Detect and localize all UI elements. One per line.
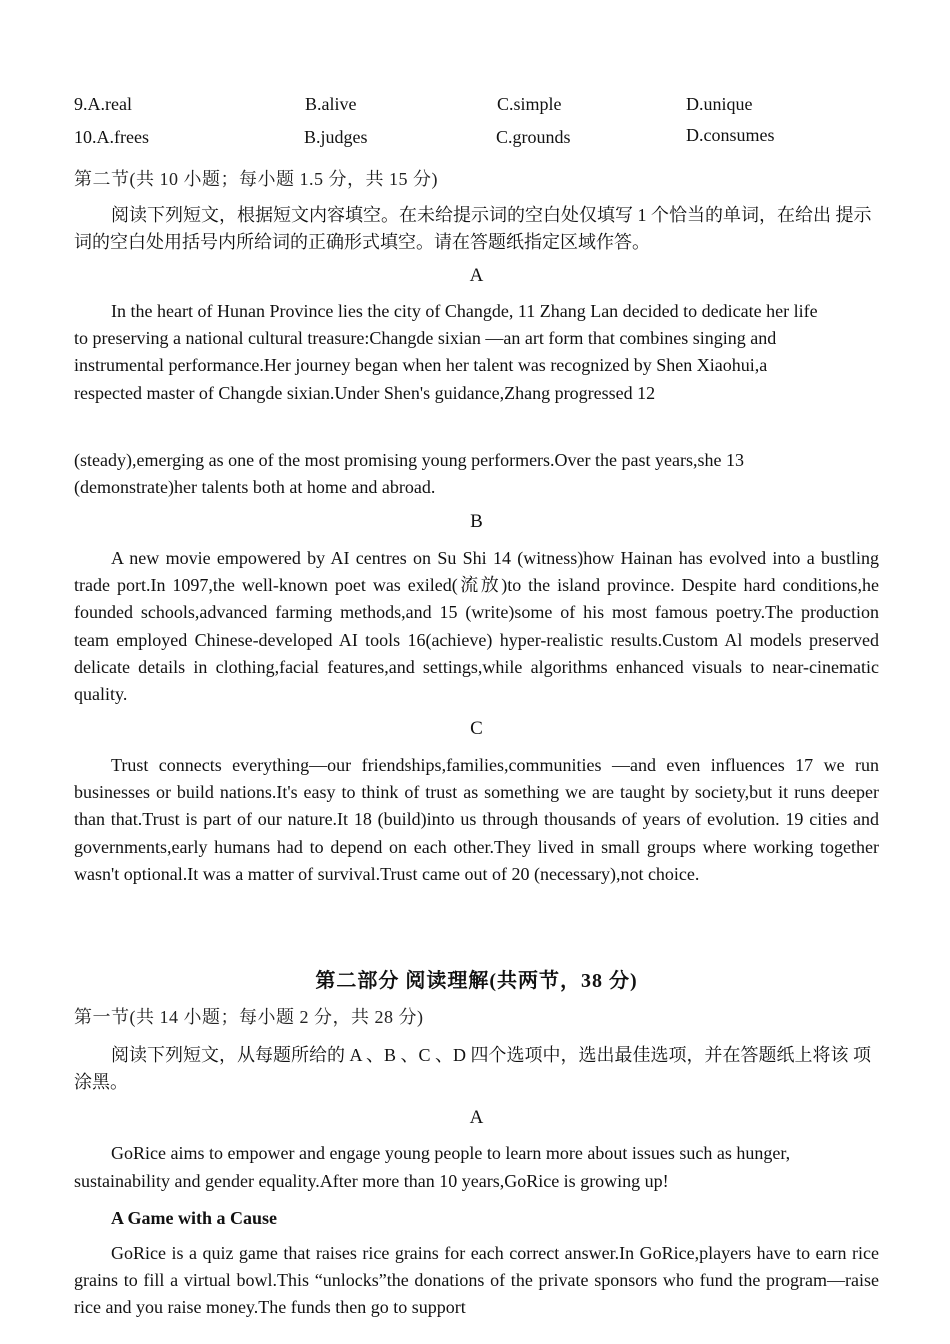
q9-option-b: B.alive xyxy=(305,94,357,114)
q9-option-c: C.simple xyxy=(497,94,562,114)
reading-passage-a-label: A xyxy=(469,1107,484,1128)
passage-a-label: A xyxy=(469,265,484,286)
passage-a-paragraph-1: In the heart of Hunan Province lies the city of Changde, 11 Zhang Lan decided to dedicate her life to preserving a national cultural treasure:Changde sixian —an art form that combines singing and instrumental performance.Her journey began when her talent was recognized by Shen Xiaohui,a respected master of Changde sixian.Under Shen's guidance,Zhang progressed 12 xyxy=(74,301,818,403)
reading-passage-a-subheading: A Game with a Cause xyxy=(111,1208,277,1228)
section-2-title: 第二节(共 10 小题；每小题 1.5 分，共 15 分) xyxy=(74,169,438,189)
reading-passage-a-intro: GoRice aims to empower and engage young people to learn more about issues such as hunger, sustainability and gender equality.After more than 10 years,GoRice is growing up! xyxy=(74,1143,791,1191)
part-2-section-1-title: 第一节(共 14 小题；每小题 2 分，共 28 分) xyxy=(74,1007,424,1027)
q10-option-b: B.judges xyxy=(304,127,368,147)
reading-passage-a-body: GoRice is a quiz game that raises rice grains for each correct answer.In GoRice,players have to earn rice grains to fill a virtual bowl.This “unlocks”the donations of the private sponsors who fund the program—raise rice and you raise money.The funds then go to support xyxy=(74,1243,879,1318)
passage-c-label: C xyxy=(470,718,483,739)
q10-option-d: D.consumes xyxy=(686,125,775,145)
passage-a-paragraph-2: (steady),emerging as one of the most promising young performers.Over the past years,she 13 (demonstrate)her talents both at home and abroad. xyxy=(74,450,744,498)
passage-b-paragraph: A new movie empowered by AI centres on Su Shi 14 (witness)how Hainan has evolved into a bustling trade port.In 1097,the well-known poet was exiled(流放)to the island province. Despite hard conditions,he founded schools,advanced farming methods,and 15 (write)some of his most famous poetry.The production team employed Chinese-developed AI tools 16(achieve) hyper-realistic results.Custom Al models preserved delicate details in clothing,facial features,and settings,while algorithms enhanced visuals to near-cinematic quality. xyxy=(74,548,879,705)
q10-option-a: 10.A.frees xyxy=(74,127,149,147)
part-2-title: 第二部分 阅读理解(共两节，38 分) xyxy=(315,970,638,992)
q10-option-c: C.grounds xyxy=(496,127,571,147)
question-10-options xyxy=(74,125,879,149)
q9-option-a: 9.A.real xyxy=(74,94,132,114)
passage-c-paragraph: Trust connects everything—our friendships,families,communities —and even influences 17 we run businesses or build nations.It's easy to think of trust as something we are taught by society,but it runs deeper than that.Trust is part of our nature.It 18 (build)into us through thousands of years of evolution. 19 cities and governments,early humans had to depend on each other.They lived in small groups where working together wasn't optional.It was a matter of survival.Trust came out of 20 (necessary),not choice. xyxy=(74,755,879,884)
part-2-section-1-instructions: 阅读下列短文，从每题所给的 A 、B 、C 、D 四个选项中，选出最佳选项，并在答题纸上将该 项涂黑。 xyxy=(74,1045,872,1092)
q9-option-d: D.unique xyxy=(686,94,753,114)
passage-b-label: B xyxy=(470,511,483,532)
section-2-instructions: 阅读下列短文，根据短文内容填空。在未给提示词的空白处仅填写 1 个恰当的单词，在给出 提示词的空白处用括号内所给词的正确形式填空。请在答题纸指定区域作答。 xyxy=(74,205,872,252)
question-9-options xyxy=(74,92,879,116)
